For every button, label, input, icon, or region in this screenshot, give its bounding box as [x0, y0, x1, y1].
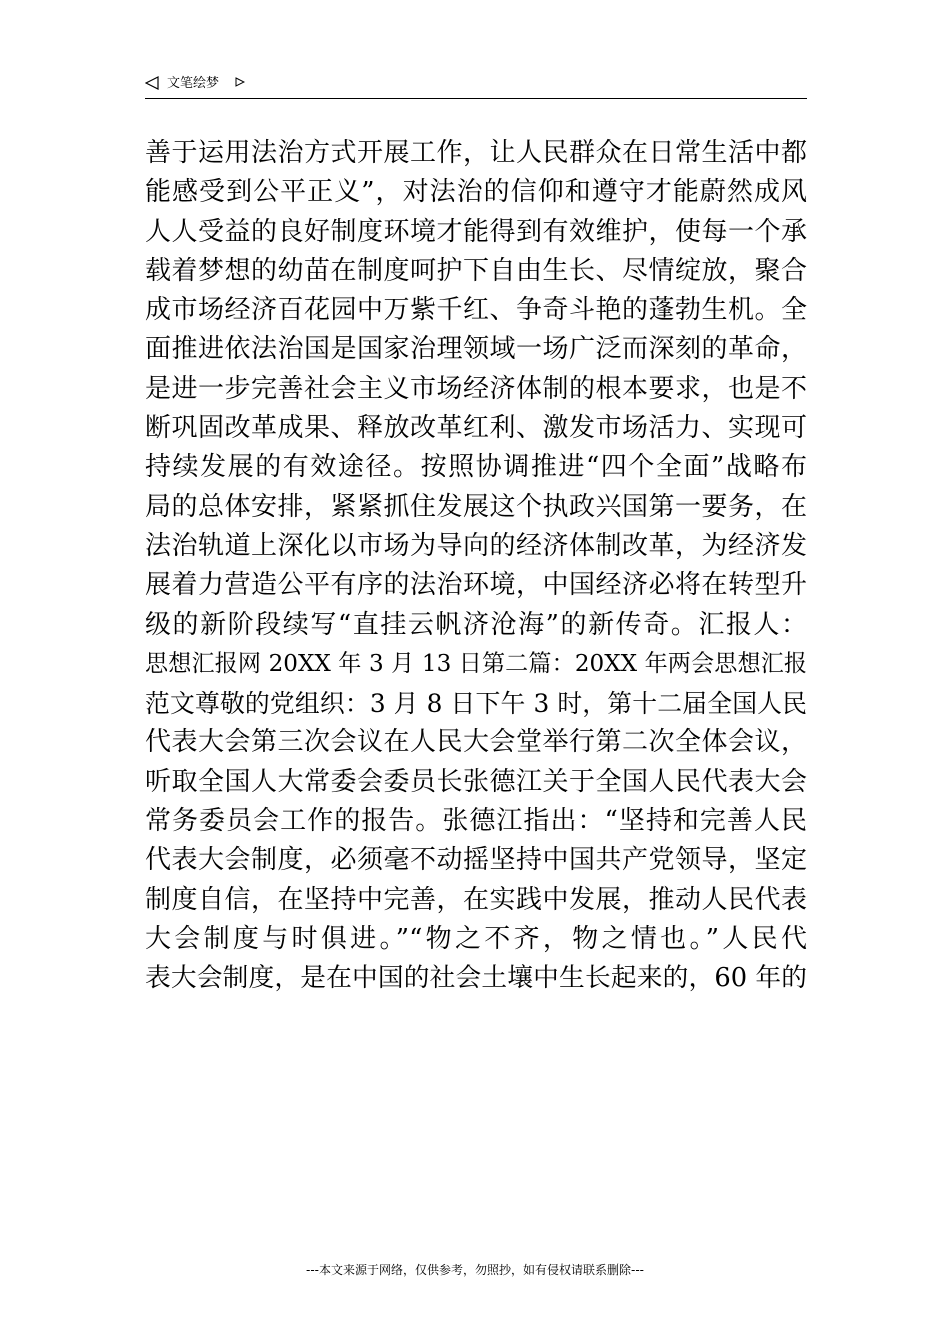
text-line: 面推进依法治国是国家治理领域一场广泛而深刻的革命， [145, 334, 807, 365]
text-line: 表大会制度，是在中国的社会土壤中生长起来的，60 年的 [145, 963, 807, 994]
text-line: 善于运用法治方式开展工作，让人民群众在日常生活中都 [145, 138, 807, 168]
text-line: 人人受益的良好制度环境才能得到有效维护，使每一个承 [145, 216, 807, 247]
text-line: 展着力营造公平有序的法治环境，中国经济必将在转型升 [145, 570, 807, 601]
text-line: 大会制度与时俱进。”“物之不齐，物之情也。”人民代 [145, 923, 807, 954]
text-line: 能感受到公平正义”，对法治的信仰和遵守才能蔚然成风 [145, 177, 807, 208]
text-line: 断巩固改革成果、释放改革红利、激发市场活力、实现可 [145, 413, 807, 444]
text-line: 范文尊敬的党组织：3 月 8 日下午 3 时，第十二届全国人民 [145, 689, 807, 719]
text-line: 代表大会第三次会议在人民大会堂举行第二次全体会议， [145, 727, 807, 758]
text-line: 持续发展的有效途径。按照协调推进“四个全面”战略布 [145, 452, 807, 483]
text-line: 是进一步完善社会主义市场经济体制的根本要求，也是不 [145, 373, 807, 404]
right-triangle-outline-icon [235, 77, 245, 87]
text-line: 载着梦想的幼苗在制度呵护下自由生长、尽情绽放，聚合 [145, 255, 807, 286]
text-line: 代表大会制度，必须毫不动摇坚持中国共产党领导，坚定 [145, 845, 807, 876]
text-line: 制度自信，在坚持中完善，在实践中发展，推动人民代表 [145, 884, 807, 915]
header-title: 文笔绘梦 [167, 76, 220, 91]
text-line: 成市场经济百花园中万紫千红、争奇斗艳的蓬勃生机。全 [145, 295, 807, 326]
left-triangle-outline-icon [145, 76, 159, 90]
page-header [145, 72, 807, 99]
text-line: 听取全国人大常委会委员长张德江关于全国人民代表大会 [145, 766, 807, 797]
text-line: 级的新阶段续写“直挂云帆济沧海”的新传奇。汇报人： [145, 609, 807, 640]
text-line: 局的总体安排，紧紧抓住发展这个执政兴国第一要务，在 [145, 491, 807, 522]
text-line: 常务委员会工作的报告。张德江指出：“坚持和完善人民 [145, 806, 807, 837]
footer-notice: ---本文来源于网络，仅供参考，勿照抄，如有侵权请联系删除--- [306, 1263, 644, 1277]
text-line: 法治轨道上深化以市场为导向的经济体制改革，为经济发 [145, 530, 807, 561]
document-body [145, 134, 807, 999]
text-line: 思想汇报网 20XX 年 3 月 13 日第二篇：20XX 年两会思想汇报 [145, 650, 807, 677]
